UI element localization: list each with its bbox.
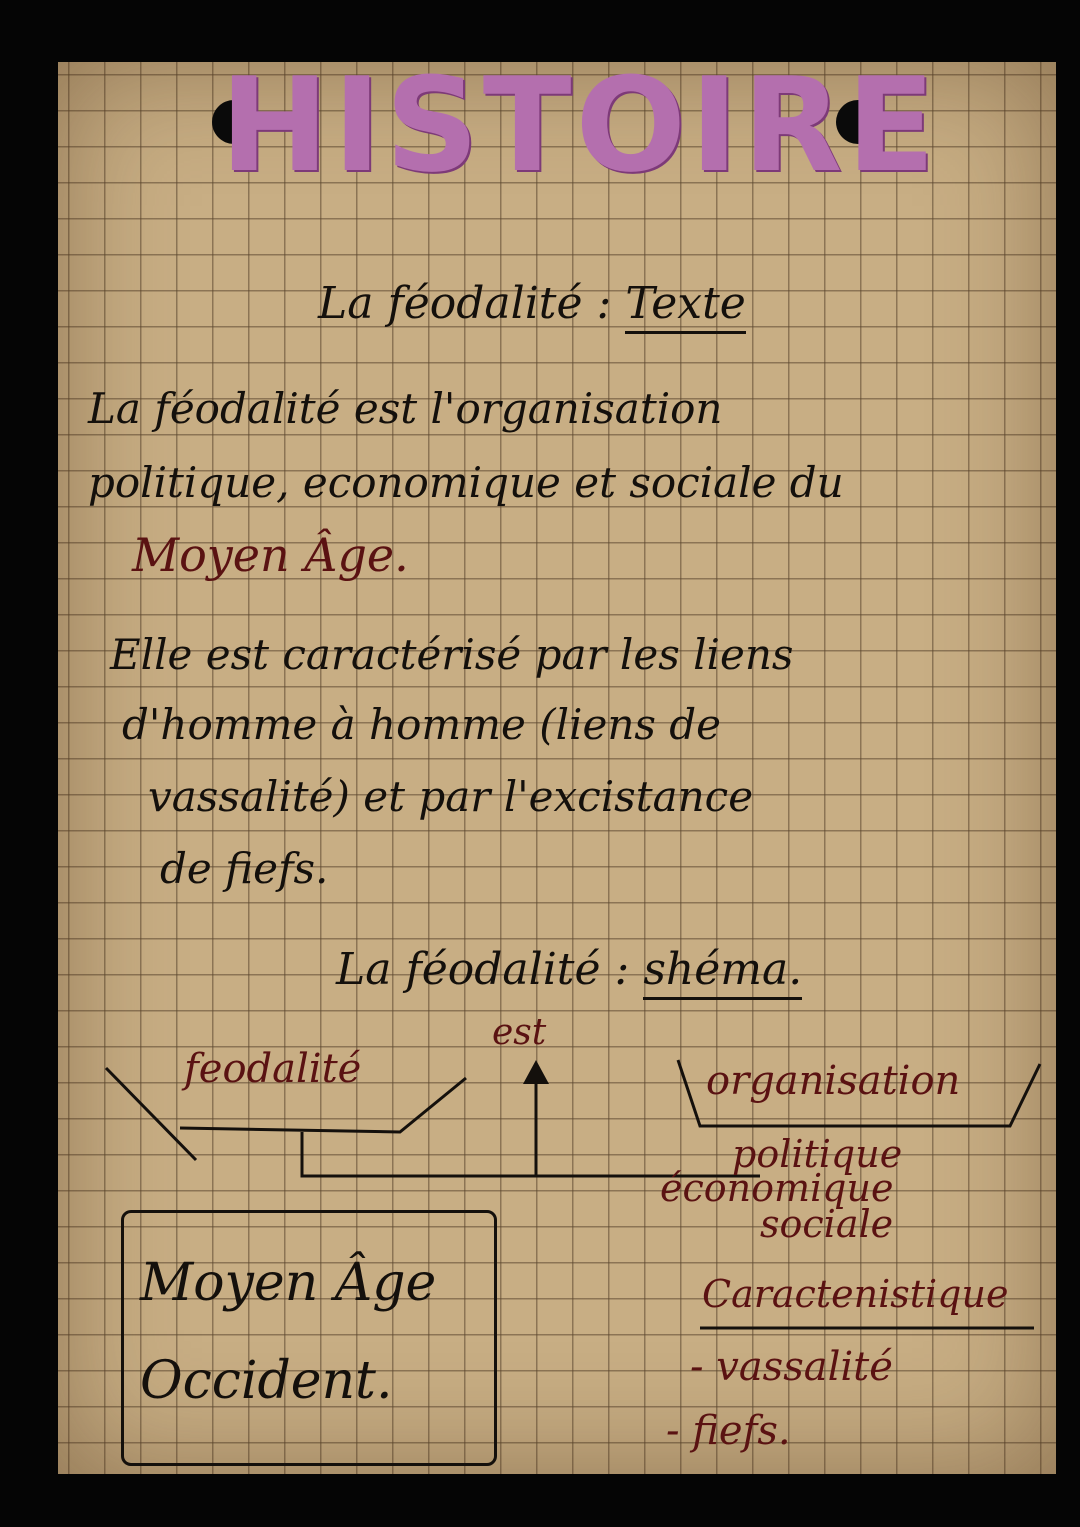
paragraph2-line3: vassalité) et par l'excistance [148,772,754,821]
section-heading-word: Texte [625,278,746,334]
characteristic-vassalite: - vassalité [690,1344,893,1390]
box-line-occident: Occident. [140,1351,393,1411]
schema-item-sociale: sociale [760,1202,894,1246]
paragraph2-line4: de fiefs. [160,844,329,893]
box-line-moyen-age: Moyen Âge [140,1253,437,1313]
schema-item-economique: économique [660,1166,894,1210]
paragraph2-line2: d'homme à homme (liens de [122,700,722,749]
schema-left-label: feodalité [184,1046,362,1092]
paragraph2-line1: Elle est caractérisé par les liens [110,630,794,679]
characteristic-fiefs: - fiefs. [666,1408,791,1454]
schema-item-politique: politique [732,1132,903,1176]
paragraph1-line1: La féodalité est l'organisation [88,384,723,433]
arrow-head [523,1060,549,1084]
schema-right-label: organisation [706,1058,961,1104]
time-place-box [121,1210,497,1466]
page-title: HISTOIRE [220,49,940,201]
paragraph1-line2: politique, economique et sociale du [88,458,844,507]
left-bracket-line-a [106,1068,196,1160]
section-heading-prefix: La féodalité : [318,278,612,329]
schema-heading-prefix: La féodalité : [336,944,630,995]
paragraph1-line3: Moyen Âge. [132,528,409,582]
characteristics-title: Caractenistique [702,1272,1009,1316]
schema-arrow-label: est [492,1012,547,1053]
schema-heading-word: shéma. [643,944,802,1000]
